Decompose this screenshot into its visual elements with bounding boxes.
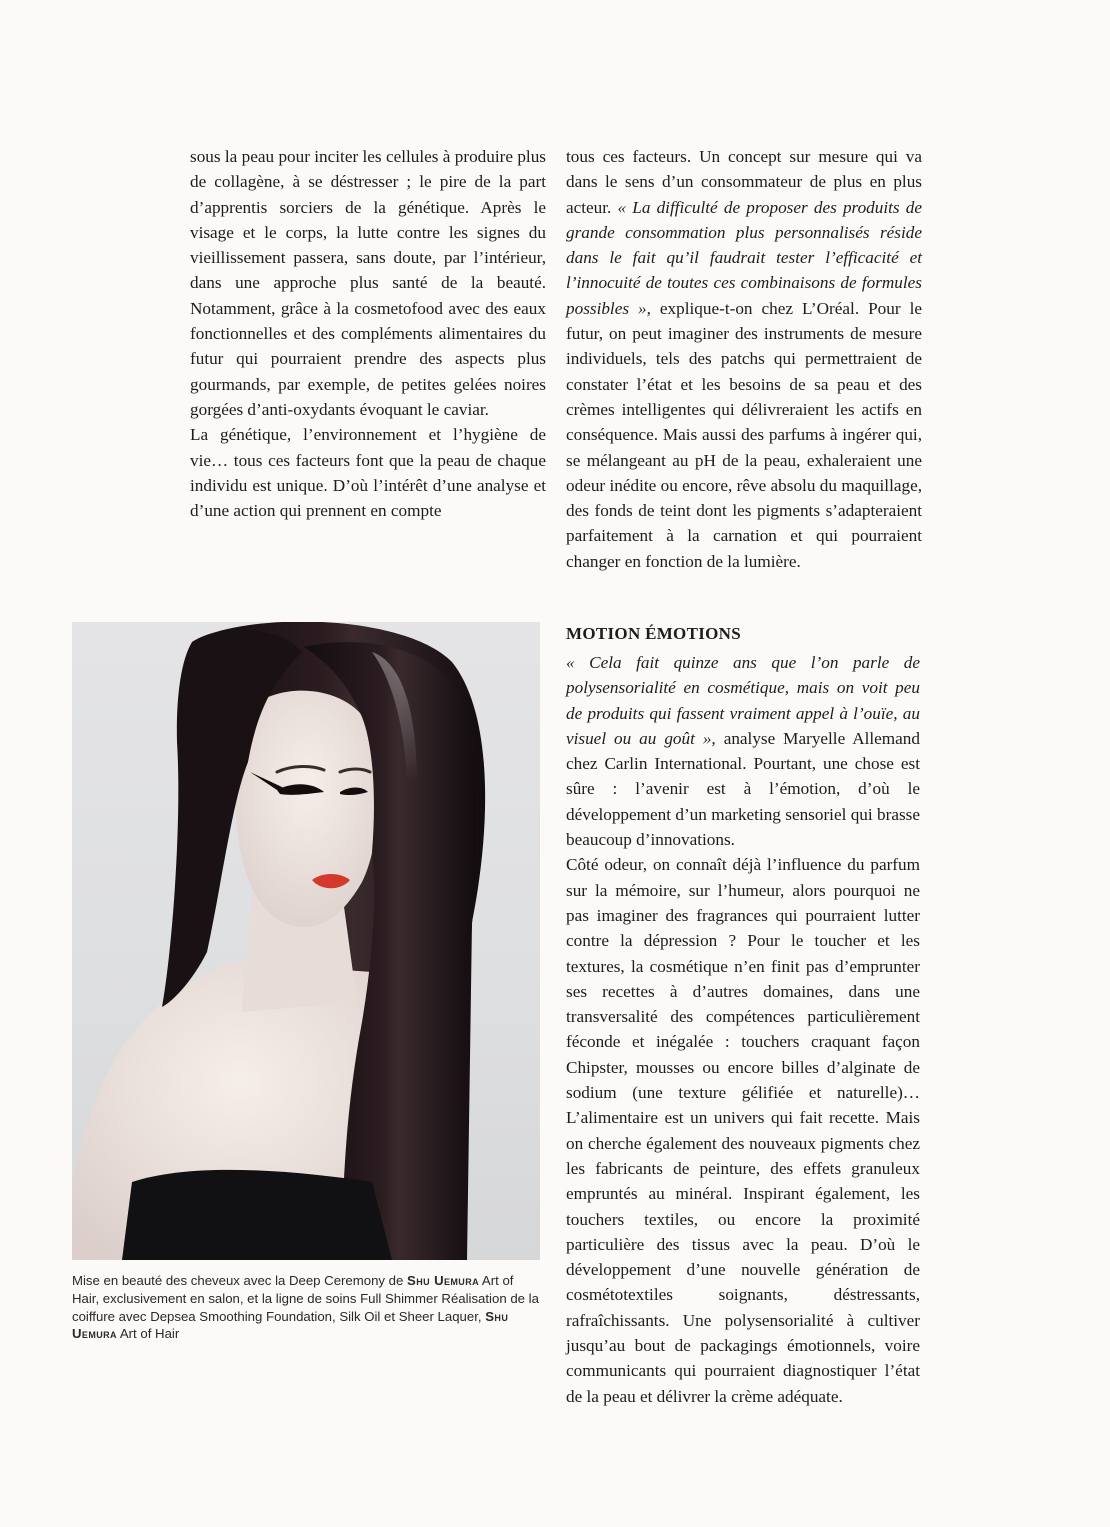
strapless-top [122, 1170, 392, 1260]
carlin-quote: « Cela fait quinze ans que l’on parle de polysensorialité en cosmétique, mais on voit peu de produits qui fassent vraiment appel à l’ouïe, au visuel ou au goût », [566, 653, 920, 748]
caption-text-3: Art of Hair [116, 1326, 180, 1342]
left-column-text [190, 144, 546, 523]
section-paragraph-1-rest: analyse Maryelle Allemand chez Carlin International. Pourtant, une chose est sûre : l’avenir est à l’émotion, d’où le développement d’un marketing sensoriel qui brasse beaucoup d’innovations. [566, 728, 920, 850]
right-paragraph-1 [566, 144, 922, 574]
left-paragraph-2: La génétique, l’environnement et l’hygiène de vie… tous ces facteurs font que la peau de chaque individu est unique. D’où l’intérêt d’une analyse et d’une action qui prennent en compte [190, 425, 546, 521]
left-paragraph-1: sous la peau pour inciter les cellules à produire plus de collagène, à se déstresser ; le pire de la part d’apprentis sorciers de la génétique. Après le visage et le corps, la lutte contre les signes du vieillissement passera, sans doute, par l’intérieur, dans une approche plus santé de la beauté. Notamment, grâce à la cosmetofood avec des eaux fonctionnelles et des compléments alimentaires du futur qui pourraient prendre des aspects plus gourmands, par exemple, de petites gelées noires gorgées d’anti-oxydants évoquant le caviar. [190, 147, 546, 419]
section-paragraph-1 [566, 650, 920, 852]
caption-brand-1: Shu Uemura [407, 1273, 479, 1288]
right-paragraph-lead: tous ces facteurs. Un concept sur mesure qui va dans le sens d’un consommateur de plus en plus acteur. [566, 147, 922, 217]
section-body [566, 650, 920, 1409]
section-heading: MOTION ÉMOTIONS [566, 624, 741, 643]
portrait-illustration [72, 622, 540, 1260]
caption-text-1: Mise en beauté des cheveux avec la Deep Ceremony de [72, 1273, 408, 1288]
right-paragraph-rest: explique-t-on chez L’Oréal. Pour le futur, on peut imaginer des instruments de mesure individuels, tels des patchs qui permettraient de constater l’état et les besoins de sa peau et des crèmes intelligentes qui délivreraient les actifs en conséquence. Mais aussi des parfums à ingérer qui, se mélangeant au pH de la peau, exhaleraient une odeur inédite ou encore, rêve absolu du maquillage, des fonds de teint dont les pigments s’adapteraient parfaitement à la carnation et qui pourraient changer en fonction de la lumière. [566, 298, 922, 571]
caption-text-2: Art of Hair, exclusivement en salon, et la ligne de soins Full Shimmer Réalisation de la coiffure avec Depsea Smoothing Foundation, Silk Oil et Sheer Laquer, [72, 1273, 539, 1324]
section-paragraph-2: Côté odeur, on connaît déjà l’influence du parfum sur la mémoire, sur l’humeur, alors pourquoi ne pas imaginer des fragrances qui pourraient lutter contre la dépression ? Pour le toucher et les textures, la cosmétique n’en finit pas d’emprunter ses recettes à d’autres domaines, dans une transversalité des compétences particulièrement féconde et inégalée : touchers craquant façon Chipster, mousses ou encore billes d’alginate de sodium (une texture gélifiée et naturelle)… L’alimentaire est un univers qui fait recette. Mais on cherche également des nouveaux pigments chez les fabricants de peinture, des effets granuleux empruntés au minéral. Inspirant également, les touchers textiles, ou encore la proximité particulière des tissus avec la peau. D’où le développement d’une nouvelle génération de cosmétotextiles soignants, déstressants, rafraîchissants. Une polysensorialité à cultiver jusqu’au bout de packagings émotionnels, voire communicants qui pourraient diagnostiquer l’état de la peau et délivrer la crème adéquate. [566, 855, 920, 1406]
model-photo [72, 622, 540, 1260]
photo-caption [72, 1272, 542, 1343]
caption-brand-2: Shu Uemura [72, 1308, 509, 1342]
loreal-quote: « La difficulté de proposer des produits de grande consommation plus personnalisés réside dans le fait qu’il faudrait tester l’efficacité et l’innocuité de toutes ces combinaisons de formules possibles », [566, 197, 922, 318]
right-column-text [566, 144, 922, 574]
